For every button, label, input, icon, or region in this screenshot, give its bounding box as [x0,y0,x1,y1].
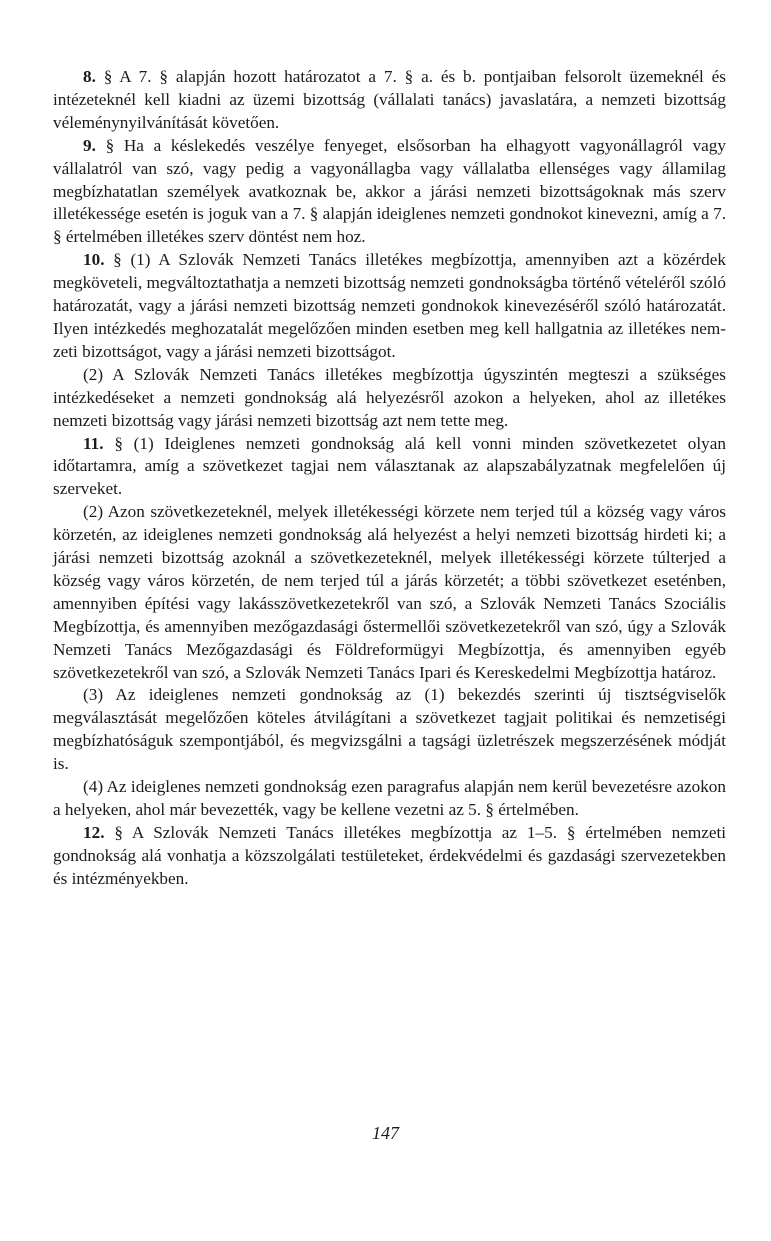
paragraph-text: § (1) A Szlovák Nemzeti Tanács illetékes megbízottja, amennyiben azt a közérdek megköveteli, megváltoztathatja a nemzeti bizottság nemzeti gondnokságba történő vételéről szóló határozatát, vagy a járási nemzeti bizottság nemzeti gondnokok kinevezéséről szóló határozatát. Ilyen intézkedés meghozatalát megelőzően minden esetben meg kell hallgatnia az illetékes nemzeti bizottságot, vagy a járási nemzeti bizottságot. [53,250,726,361]
paragraph-text: (2) Azon szövetkezeteknél, melyek illetékességi körzete nem terjed túl a község vagy város körzetén, az ideiglenes nemzeti gondnokság alá helyezést a helyi nemzeti bizottság hirdeti ki; a járási nemzeti bizottság azoknál a szövetkezeteknél, melyek illetékességi körzete túlterjed a község vagy város körzetén, de nem terjed túl a járás körzetét; a többi szövetkezet eseténben, amennyiben építési vagy lakásszövetkezetekről van szó, a Szlovák Nemzeti Tanács Szociális Megbízottja, és amennyiben mezőgazdasági őstermellői szövetkezetekről van szó, úgy a Szlovák Nemzeti Tanács Mezőgazdasági és Földreformügyi Megbízottja, és amennyiben egyéb szövetkezetekről van szó, a Szlovák Nemzeti Tanács Ipari és Kereskedelmi Megbízottja határoz. [53,502,726,682]
page-number: 147 [372,1123,399,1143]
section-number: 11. [83,433,104,453]
paragraph-text: (3) Az ideiglenes nemzeti gondnokság az (1) bekezdés szerinti új tisztségviselők megválasztását megelőzően köteles átvilágítani a szövetkezet tagjait politikai és nemzetiségi megbízhatóságuk szempontjából, és megvizsgálni a tagsági üzletrészek megszerzésének módját is. [53,685,726,774]
section-number: 8. [83,67,96,86]
section-number: 9. [83,135,96,155]
paragraph-12 [53,822,726,891]
paragraph-text: (2) A Szlovák Nemzeti Tanács illetékes megbízottja úgyszintén megteszi a szükséges intézkedéseket a nemzeti gondnokság alá helyezésről azokon a helyeken, ahol az illetékes nemzeti bizottság vagy járási nemzeti bizottság azt nem tette meg. [53,364,726,430]
paragraph-11-1 [53,433,726,502]
section-number: 12. [83,822,105,842]
paragraph-text: (4) Az ideiglenes nemzeti gondnokság ezen paragrafus alapján nem kerül bevezetésre azokon a helyeken, ahol már bevezették, vagy be kellene vezetni az 5. § értelmében. [53,777,726,819]
paragraph-9 [53,135,726,250]
paragraph-10-2 [53,364,726,433]
paragraph-text: § (1) Ideiglenes nemzeti gondnokság alá kell vonni minden szövetkezetet olyan időtartamra, amíg a szövetkezet tagjai nem választanak az alapszabályzatnak megfelelően új szerveket. [53,433,726,499]
section-number: 10. [83,250,105,270]
paragraph-11-3 [53,684,726,776]
paragraph-8 [53,66,726,135]
document-body [53,66,726,891]
paragraph-11-2 [53,501,726,684]
paragraph-text: § Ha a késlekedés veszélye fenyeget, elsősorban ha elhagyott vagyonállagról vagy vállalatról van szó, vagy pedig a vagyonállagba vagy vállalatba ellenséges vagy államilag megbízhatatlan személyek avatkoznak be, akkor a járási nemzeti bizottságoknak más szerv illetékessége esetén is joguk van a 7. § alapján ideiglenes nemzeti gondnokot kinevezni, amíg a 7. § értelmében illetékes szerv döntést nem hoz. [53,135,726,247]
paragraph-text: § A Szlovák Nemzeti Tanács illetékes megbízottja az 1–5. § értelmében nemzeti gondnokság alá vonhatja a közszolgálati testületeket, érdekvédelmi és gazdasági szervezetekben és intézményekben. [53,822,726,888]
paragraph-text: § A 7. § alapján hozott határozatot a 7. § a. és b. pontjaiban felsorolt üzemeknél és intézeteknél kell kiadni az üzemi bizottság (vállalati tanács) javaslatára, a nemzeti bizottság véleménynyilvánítását követően. [53,67,726,132]
paragraph-10-1 [53,249,726,364]
paragraph-11-4 [53,776,726,822]
